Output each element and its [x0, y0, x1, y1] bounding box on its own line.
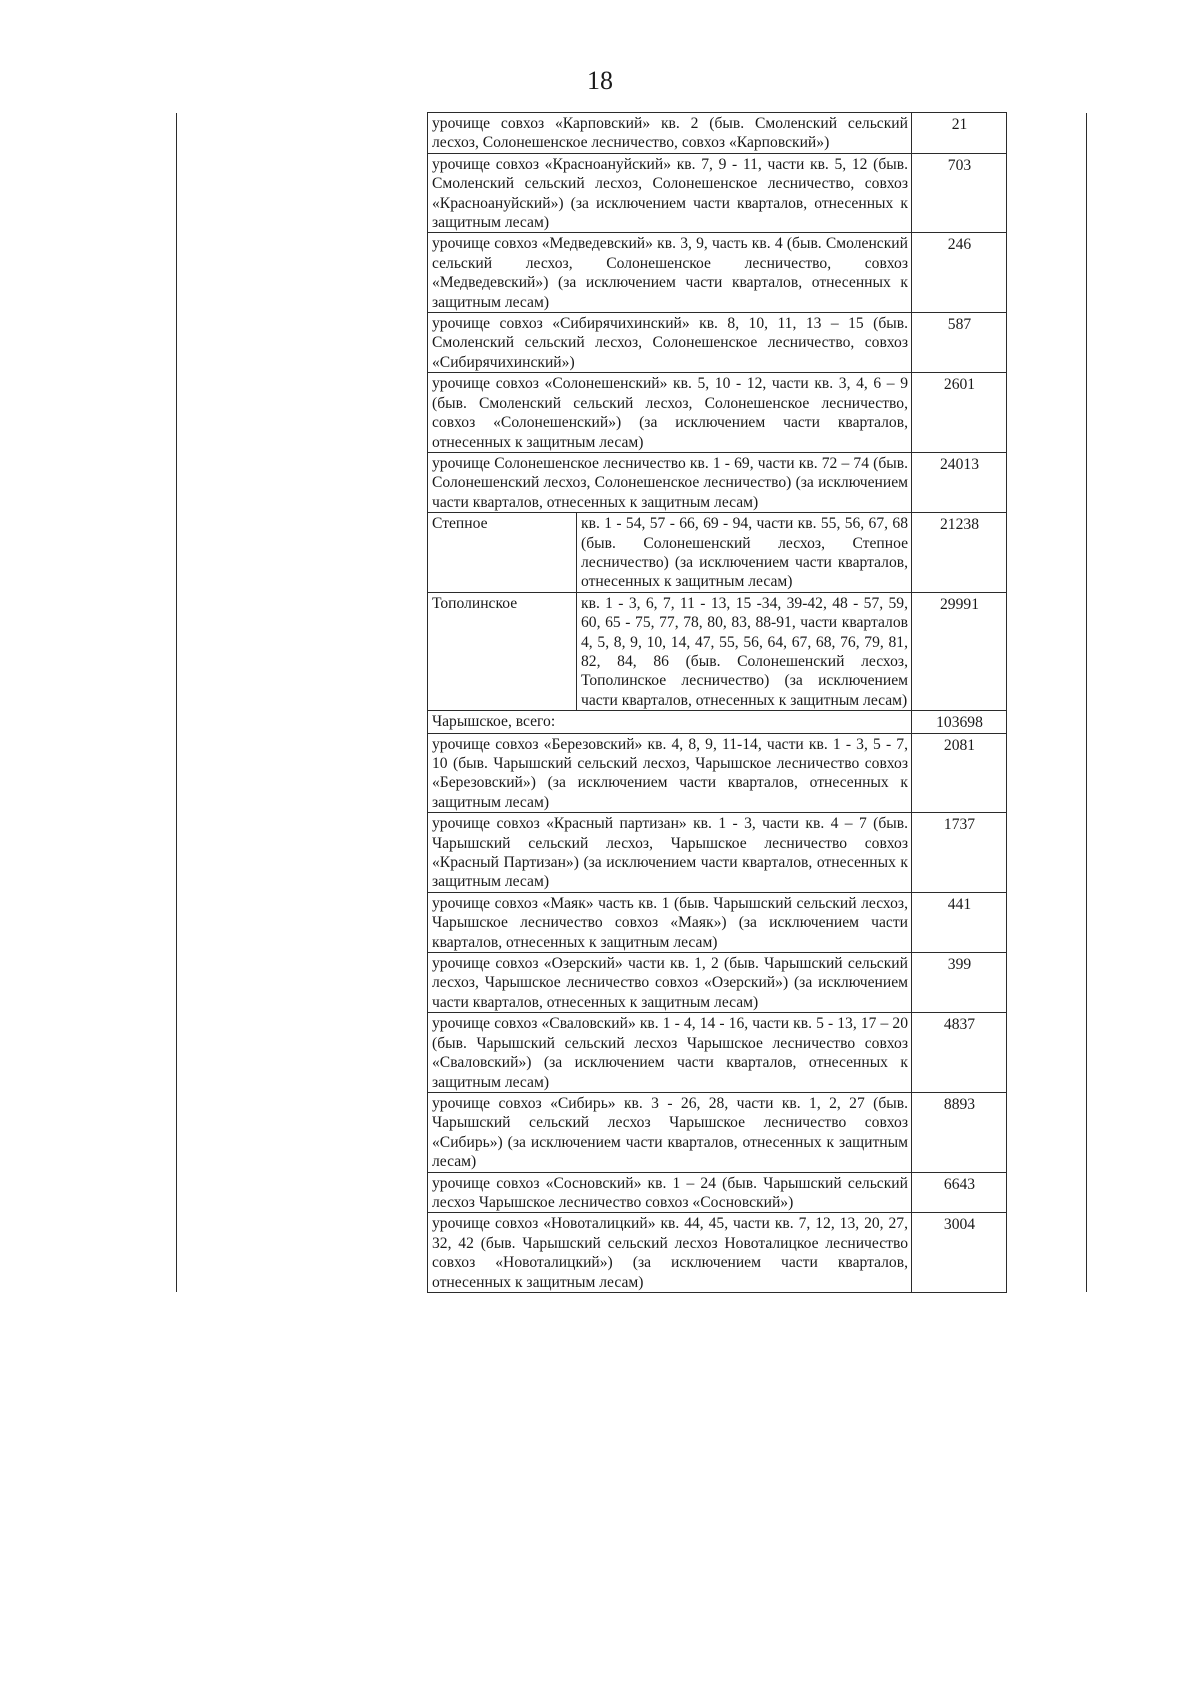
row-description: урочище совхоз «Новоталицкий» кв. 44, 45, части кв. 7, 12, 13, 20, 27, 32, 42 (быв. Чарышский сельский лесхоз Новоталицкое лесничество совхоз «Новоталицкий») (за исключением части кварталов, отнесенных к защитным лесам)	[428, 1213, 912, 1293]
row-area: 587	[912, 313, 1007, 373]
row-description: урочище совхоз «Березовский» кв. 4, 8, 9, 11-14, части кв. 1 - 3, 5 - 7, 10 (быв. Чарышский сельский лесхоз, Чарышское лесничество совхоз «Березовский») (за исключением части кварталов, отнесенных к защитным лесам)	[428, 733, 912, 813]
forestry-name: Тополинское	[428, 592, 577, 710]
forest-areas-table	[176, 112, 1087, 1293]
row-description: кв. 1 - 3, 6, 7, 11 - 13, 15 -34, 39-42, 48 - 57, 59, 60, 65 - 75, 77, 78, 80, 83, 88-91, части кварталов 4, 5, 8, 9, 10, 14, 47, 55, 56, 64, 67, 68, 76, 79, 81, 82, 84, 86 (быв. Солонешенский лесхоз, Тополинское лесничество) (за исключением части кварталов, отнесенных к защитным лесам)	[577, 592, 912, 710]
row-description: урочище совхоз «Красный партизан» кв. 1 - 3, части кв. 4 – 7 (быв. Чарышский сельский лесхоз, Чарышское лесничество совхоз «Красный Партизан») (за исключением части кварталов, отнесенных к защитным лесам)	[428, 813, 912, 893]
section-total-label: Чарышское, всего:	[428, 711, 912, 733]
row-area: 21238	[912, 513, 1007, 593]
row-description: кв. 1 - 54, 57 - 66, 69 - 94, части кв. 55, 56, 67, 68 (быв. Солонешенский лесхоз, Степное лесничество) (за исключением части кварталов, отнесенных к защитным лесам)	[577, 513, 912, 593]
row-area: 246	[912, 233, 1007, 313]
row-area: 441	[912, 892, 1007, 952]
row-description: урочище совхоз «Медведевский» кв. 3, 9, часть кв. 4 (быв. Смоленский сельский лесхоз, Солонешенское лесничество, совхоз «Медведевский») (за исключением части кварталов, отнесенных к защитным лесам)	[428, 233, 912, 313]
page-number: 18	[587, 66, 613, 95]
row-area: 24013	[912, 452, 1007, 512]
row-area: 29991	[912, 592, 1007, 710]
row-area: 21	[912, 113, 1007, 154]
row-description: урочище совхоз «Озерский» части кв. 1, 2 (быв. Чарышский сельский лесхоз, Чарышское лесничество совхоз «Озерский») (за исключением части кварталов, отнесенных к защитным лесам)	[428, 953, 912, 1013]
row-description: урочище совхоз «Сосновский» кв. 1 – 24 (быв. Чарышский сельский лесхоз Чарышское лесничество совхоз «Сосновский»)	[428, 1172, 912, 1213]
row-description: урочище совхоз «Красноануйский» кв. 7, 9 - 11, части кв. 5, 12 (быв. Смоленский сельский лесхоз, Солонешенское лесничество, совхоз «Красноануйский») (за исключением части кварталов, отнесенных к защитным лесам)	[428, 153, 912, 233]
row-area: 4837	[912, 1013, 1007, 1093]
forestry-name: Степное	[428, 513, 577, 593]
row-description: урочище совхоз «Карповский» кв. 2 (быв. Смоленский сельский лесхоз, Солонешенское лесничество, совхоз «Карповский»)	[428, 113, 912, 154]
left-blank-column	[177, 113, 428, 1293]
row-description: урочище совхоз «Солонешенский» кв. 5, 10 - 12, части кв. 3, 4, 6 – 9 (быв. Смоленский сельский лесхоз, Солонешенское лесничество, совхоз «Солонешенский») (за исключением части кварталов, отнесенных к защитным лесам)	[428, 373, 912, 453]
table-row	[177, 113, 1087, 154]
row-description: урочище совхоз «Сваловский» кв. 1 - 4, 14 - 16, части кв. 5 - 13, 17 – 20 (быв. Чарышский сельский лесхоз Чарышское лесничество совхоз «Сваловский») (за исключением части кварталов, отнесенных к защитным лесам)	[428, 1013, 912, 1093]
row-area: 703	[912, 153, 1007, 233]
row-description: урочище совхоз «Сибирячихинский» кв. 8, 10, 11, 13 – 15 (быв. Смоленский сельский лесхоз, Солонешенское лесничество, совхоз «Сибирячихинский»)	[428, 313, 912, 373]
row-description: урочище совхоз «Маяк» часть кв. 1 (быв. Чарышский сельский лесхоз, Чарышское лесничество совхоз «Маяк») (за исключением части кварталов, отнесенных к защитным лесам)	[428, 892, 912, 952]
row-description: урочище совхоз «Сибирь» кв. 3 - 26, 28, части кв. 1, 2, 27 (быв. Чарышский сельский лесхоз Чарышское лесничество совхоз «Сибирь») (за исключением части кварталов, отнесенных к защитным лесам)	[428, 1092, 912, 1172]
row-area: 8893	[912, 1092, 1007, 1172]
section-total-area: 103698	[912, 711, 1007, 733]
row-area: 1737	[912, 813, 1007, 893]
right-blank-column	[1007, 113, 1087, 1293]
row-description: урочище Солонешенское лесничество кв. 1 - 69, части кв. 72 – 74 (быв. Солонешенский лесхоз, Солонешенское лесничество) (за исключением части кварталов, отнесенных к защитным лесам)	[428, 452, 912, 512]
row-area: 3004	[912, 1213, 1007, 1293]
row-area: 2601	[912, 373, 1007, 453]
row-area: 2081	[912, 733, 1007, 813]
row-area: 399	[912, 953, 1007, 1013]
row-area: 6643	[912, 1172, 1007, 1213]
